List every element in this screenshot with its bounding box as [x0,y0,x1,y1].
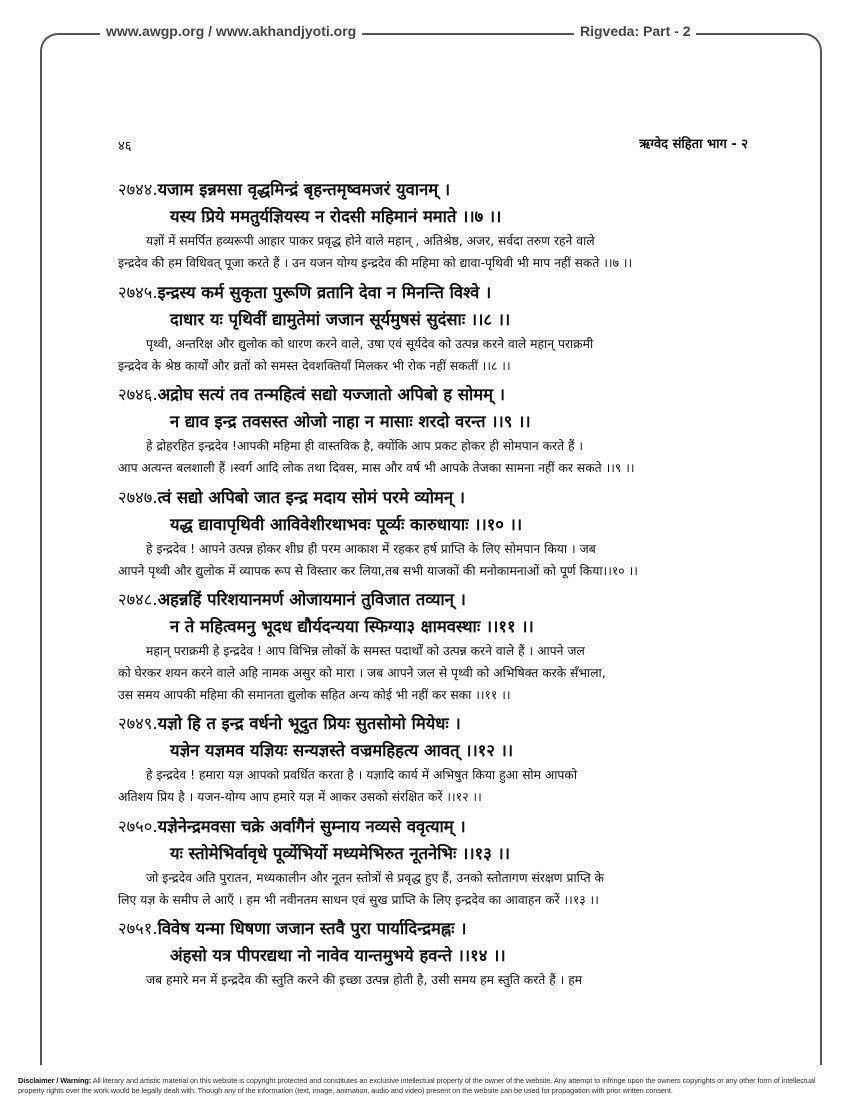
verse-line-1 [118,279,818,306]
disclaimer-text: All literary and artistic material on this website is copyright protected and constitutes an exclusive intellectual property of the owner of the website. Any attempt to infringe upon the owners copyrights or any other form of intellectual property rights over the work would be legally dealt with. Though any of the information (text, image, animation, audio and video) present on the website can be used for propagation with prior written consent. [18,1076,816,1095]
commentary-line: आपने पृथ्वी और द्युलोक में व्यापक रूप से विस्तार कर लिया,तब सभी याजकों की मनोकामनाओं को पूर्ण किया।।१० ।। [118,563,638,578]
verse-number: २७४६. [118,385,158,404]
verse-number: २७४४. [118,180,158,199]
commentary-line: जो इन्द्रदेव अति पुरातन, मध्यकालीन और नूतन स्तोत्रों से प्रवृद्ध हुए हैं, उनको स्तोतागण संरक्षण प्राप्ति के [146,870,604,885]
verse-block [118,484,818,587]
running-title: ऋग्वेद संहिता भाग - २ [639,137,748,152]
verse-line-2: अंहसो यत्र पीपरद्यथा नो नावेव यान्तमुभये हवन्ते ।।१४ ।। [170,946,506,965]
commentary-line: आप अत्यन्त बलशाली हैं ।स्वर्ग आदि लोक तथा दिवस, मास और वर्ष भी आपके तेजका सामना नहीं कर सकते ।।९ ।। [118,461,635,475]
verse-line-1 [118,381,818,408]
verse-text: अहन्नहिं परिशयानमर्ण ओजायमानं तुविजात तव्यान् । [157,590,466,609]
commentary-line: यज्ञों में समर्पित हव्यरूपी आहार पाकर प्रवृद्ध होने वाले महान् , अतिश्रेष्ठ, अजर, सर्वदा तरुण रहने वाले [146,234,595,248]
verse-line-2: दाधार यः पृथिवीं द्यामुतेमां जजान सूर्यमुषसं सुदंसाः ।।८ ।। [170,309,511,329]
book-title: Rigveda: Part - 2 [574,23,696,39]
verse-line-2: यद्ध द्यावापृथिवी आविवेशीरथाभवः पूर्व्यः कारुधायाः ।।१० ।। [170,514,523,534]
verse-line-2: न ते महित्वमनु भूदध द्यौर्यदन्यया स्फिग्या३ क्षामवस्थाः ।।११ ।। [170,617,534,636]
commentary-line: अतिशय प्रिय है । यजन-योग्य आप हमारे यज्ञ में आकर उसको संरक्षित करें ।।१२ ।। [118,790,482,804]
verse-line-2: यस्य प्रिये ममतुर्यज्ञियस्य न रोदसी महिमानं ममाते ।।७ ।। [170,207,502,226]
commentary-line: हे इन्द्रदेव ! आपने उत्पन्न होकर शीघ्र ही परम आकाश में रहकर हर्ष प्राप्ति के लिए सोमपान किया । जब [146,541,596,556]
verse-line-1 [118,484,818,511]
disclaimer [18,1076,843,1096]
verse-number: २७५०. [118,816,158,836]
verse-text: यजाम इन्नमसा वृद्धमिन्द्रं बृहन्तमृष्वमजरं युवानम् । [157,180,451,199]
commentary-line: महान् पराक्रमी हे इन्द्रदेव ! आप विभिन्न लोकों के समस्त पदार्थों को उत्पन्न करने वाले हैं । आपने जल [146,644,585,658]
verse-text: यज्ञो हि त इन्द्र वर्धनो भूदुत प्रियः सुतसोमो मियेधः । [157,714,461,733]
verse-block [118,176,818,279]
verse-block [118,710,818,813]
page-number: ४६ [118,139,132,154]
verse-number: २७५१. [118,919,158,938]
verse-text: अद्रोघ सत्यं तव तन्महित्वं सद्यो यज्जातो अपिबो ह सोमम् । [157,385,506,404]
commentary-line: लिए यज्ञ के समीप ले आएँ । हम भी नवीनतम साधन एवं सुख प्राप्ति के लिए इन्द्रदेव का आवाहन करें ।।१३ ।। [118,892,599,907]
verse-block [118,586,818,710]
commentary-line: उस समय आपकी महिमा की समानता द्युलोक सहित अन्य कोई भी नहीं कर सका ।।११ ।। [118,688,511,702]
commentary-line: इन्द्रदेव की हम विधिवत् पूजा करते हैं । उन यजन योग्य इन्द्रदेव की महिमा को द्यावा-पृथिवी भी माप नहीं सकते ।।७ ।। [118,256,633,270]
verse-number: २७४८. [118,590,158,609]
verse-block [118,279,818,382]
commentary-line: जब हमारे मन में इन्द्रदेव की स्तुति करने की इच्छा उत्पन्न होती है, उसी समय हम स्तुति करते हैं । हम [146,973,583,987]
verse-block [118,915,818,1018]
verse-text: इन्द्रस्य कर्म सुकृता पुरूणि व्रतानि देवा न मिनन्ति विश्वे । [157,282,492,302]
disclaimer-label: Disclaimer / Warning: [18,1076,92,1085]
verse-line-1 [118,586,818,613]
verse-line-2: यज्ञेन यज्ञमव यज्ञियः सन्यज्ञस्ते वज्रमहिहत्य आवत् ।।१२ ।। [170,741,514,760]
commentary-line: हे द्रोहरहित इन्द्रदेव !आपकी महिमा ही वास्तविक है, क्योंकि आप प्रकट होकर ही सोमपान करते हैं । [146,439,584,453]
verse-line-2: यः स्तोमेभिर्वावृधे पूर्व्येभिर्यो मध्यमेभिरुत नूतनेभिः ।।१३ ।। [170,843,511,863]
verse-block [118,381,818,484]
commentary-line: पृथ्वी, अन्तरिक्ष और द्युलोक को धारण करने वाले, उषा एवं सूर्यदेव को उत्पन्न करने वाले महान् पराक्रमी [146,336,594,351]
verse-line-1 [118,176,818,203]
verse-number: २७४७. [118,487,158,507]
commentary-line: को घेरकर शयन करने वाले अहि नामक असुर को मारा । जब आपने जल से पृथ्वी को अभिषिक्त करके सँभाला, [118,666,606,680]
verse-text: त्वं सद्यो अपिबो जात इन्द्र मदाय सोमं परमे व्योमन् । [157,487,465,507]
commentary-line: हे इन्द्रदेव ! हमारा यज्ञ आपको प्रवर्धित करता है । यज्ञादि कार्य में अभिषुत किया हुआ सोम आपको [146,768,578,782]
verse-line-1 [118,813,818,840]
commentary-line: इन्द्रदेव के श्रेष्ठ कार्यों और व्रतों को समस्त देवशक्तियाँ मिलकर भी रोक नहीं सकतीं ।।८ ।। [118,358,511,373]
website-links: www.awgp.org / www.akhandjyoti.org [100,23,362,39]
verse-text: विवेष यन्मा धिषणा जजान स्तवै पुरा पार्यादिन्द्रमह्नः । [157,919,467,938]
verse-line-2: न द्याव इन्द्र तवसस्त ओजो नाहा न मासाः शरदो वरन्त ।।९ ।। [170,412,531,431]
verse-block [118,813,818,916]
verse-line-1 [118,915,818,942]
verse-line-1 [118,710,818,737]
verse-number: २७४५. [118,282,158,302]
verse-list [118,176,818,1018]
verse-text: यज्ञेनेन्द्रमवसा चक्रे अर्वागैनं सुम्नाय नव्यसे ववृत्याम् । [157,816,466,836]
verse-number: २७४९. [118,714,158,733]
